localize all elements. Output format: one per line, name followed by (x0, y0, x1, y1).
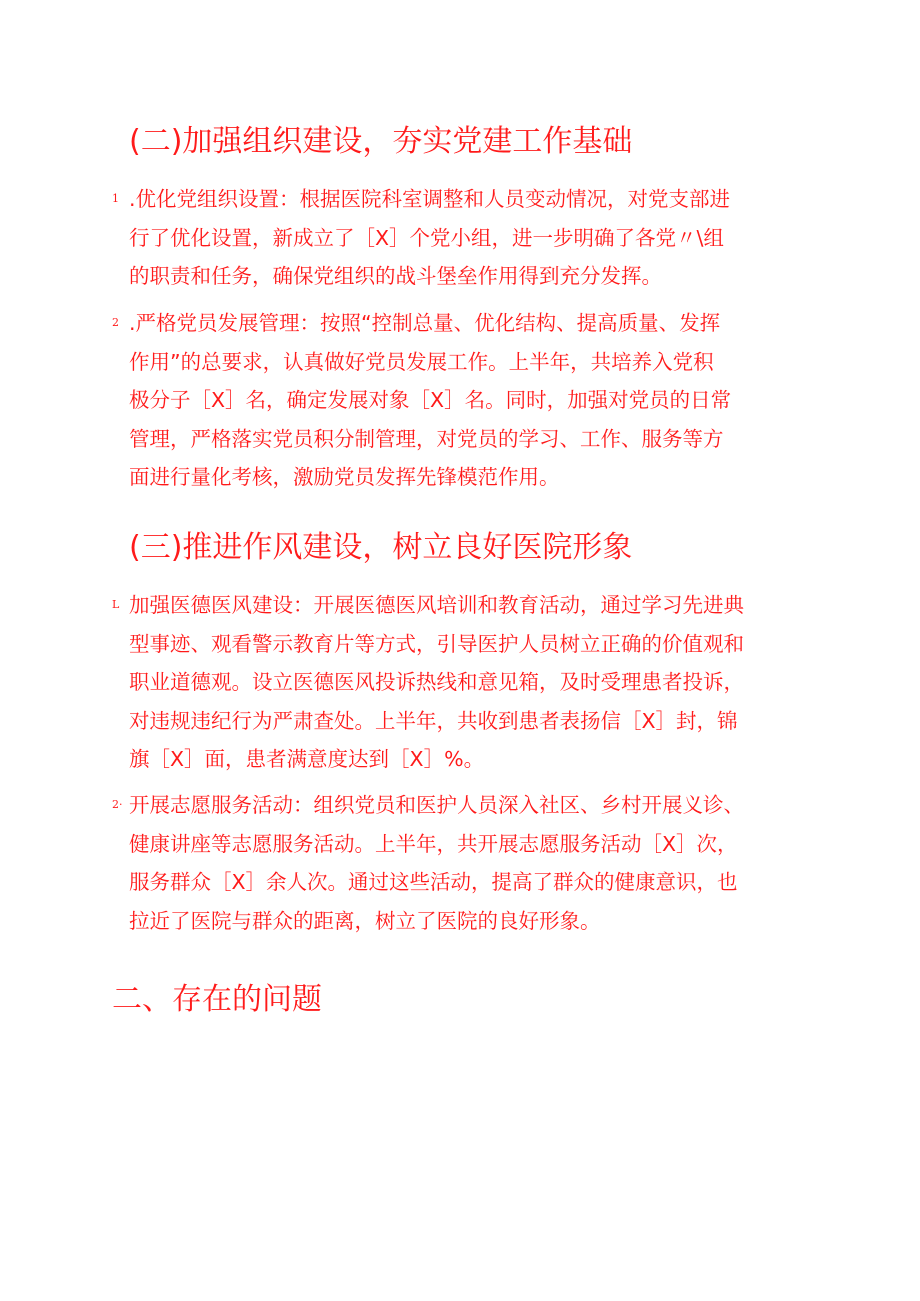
paragraph-line: 极分子［X］名，确定发展对象［X］名。同时，加强对党员的日常 (129, 388, 732, 412)
paragraph-line: 管理，严格落实党员积分制管理，对党员的学习、工作、服务等方 (129, 426, 724, 451)
paragraph-line: 旗［X］面，患者满意度达到［X］%。 (129, 747, 485, 771)
paragraph-line: 行了优化设置，新成立了［X］个党小组，进一步明确了各党〃\组 (129, 225, 724, 250)
list-marker: L (112, 598, 120, 611)
paragraph-line: 拉近了医院与群众的距离，树立了医院的良好形象。 (129, 908, 601, 933)
paragraph-medical-ethics (112, 586, 819, 779)
paragraph-line: 面进行量化考核，激励党员发挥先锋模范作用。 (129, 465, 560, 489)
section-heading-problems: 二、存在的问题 (112, 982, 322, 1017)
paragraph-line: .优化党组织设置：根据医院科室调整和人员变动情况，对党支部进 (129, 187, 731, 211)
paragraph-line: 服务群众［X］余人次。通过这些活动，提高了群众的健康意识，也 (129, 870, 738, 894)
paragraph-line: 职业道德观。设立医德医风投诉热线和意见箱，及时受理患者投诉， (129, 670, 744, 694)
paragraph-line: 开展志愿服务活动：组织党员和医护人员深入社区、乡村开展义诊、 (129, 793, 744, 817)
paragraph-line: 作用”的总要求，认真做好党员发展工作。上半年，共培养入党积 (129, 349, 714, 374)
list-marker: 2· (112, 798, 123, 811)
section-heading-work-style: (三)推进作风建设，树立良好医院形象 (129, 530, 633, 565)
paragraph-optimize-party-organization (112, 180, 819, 296)
paragraph-line: 健康讲座等志愿服务活动。上半年，共开展志愿服务活动［X］次， (129, 831, 738, 856)
list-marker: 1 (112, 192, 119, 205)
paragraph-line: 对违规违纪行为严肃查处。上半年，共收到患者表扬信［X］封，锦 (129, 708, 738, 733)
section-heading-organization: (二)加强组织建设，夯实党建工作基础 (129, 124, 633, 159)
paragraph-line: 型事迹、观看警示教育片等方式，引导医护人员树立正确的价值观和 (129, 631, 744, 656)
paragraph-party-member-development (112, 304, 819, 497)
list-marker: 2 (112, 316, 119, 329)
paragraph-line: 加强医德医风建设：开展医德医风培训和教育活动，通过学习先进典 (129, 593, 744, 617)
paragraph-line: .严格党员发展管理：按照“控制总量、优化结构、提高质量、发挥 (129, 311, 721, 335)
paragraph-volunteer-service (112, 786, 819, 940)
paragraph-line: 的职责和任务，确保党组织的战斗堡垒作用得到充分发挥。 (129, 264, 662, 288)
